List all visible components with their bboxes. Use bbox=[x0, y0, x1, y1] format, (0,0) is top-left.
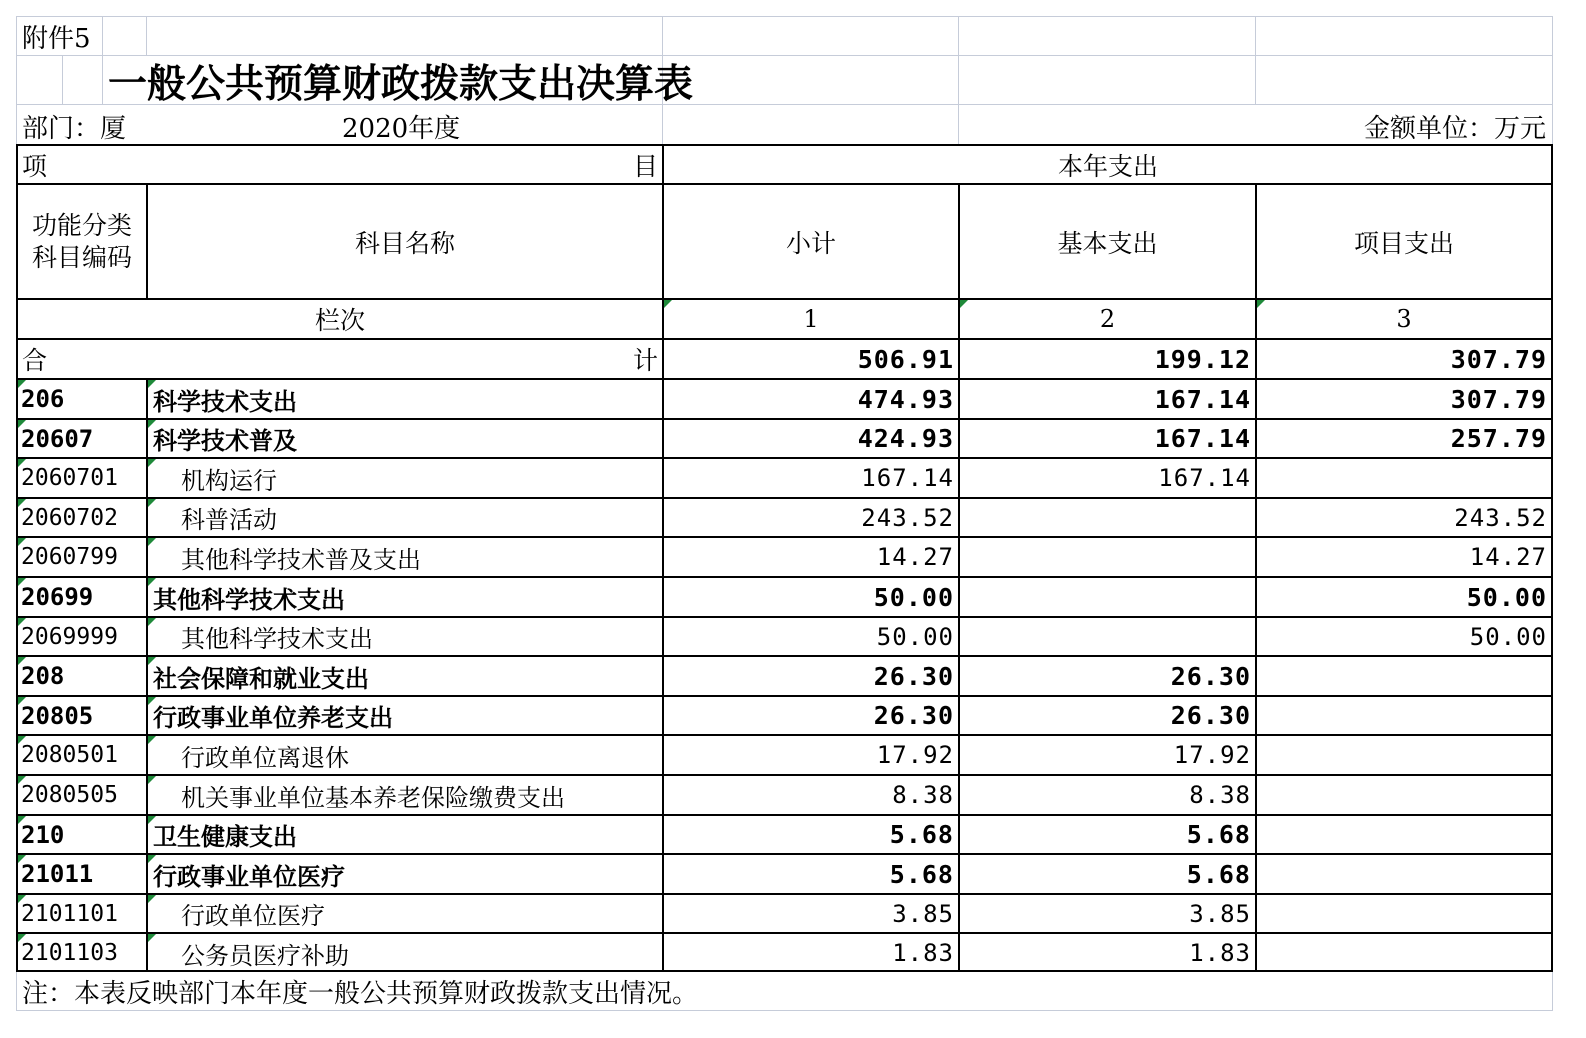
cell-marker bbox=[1257, 300, 1265, 308]
budget-table-sheet bbox=[16, 16, 1576, 1026]
row-basic: 5.68 bbox=[1186, 820, 1251, 849]
row-project bbox=[1257, 816, 1547, 853]
cell-marker bbox=[18, 776, 26, 784]
row-project bbox=[1257, 895, 1547, 932]
cell-marker bbox=[960, 300, 968, 308]
row-project: 50.00 bbox=[1469, 622, 1547, 651]
row-subtotal: 3.85 bbox=[892, 899, 954, 928]
cell-marker bbox=[18, 380, 26, 388]
row-subtotal: 1.83 bbox=[892, 939, 954, 967]
row-subtotal: 474.93 bbox=[857, 384, 954, 414]
row-code: 20805 bbox=[21, 701, 94, 730]
header-name-column: 科目名称 bbox=[354, 228, 455, 258]
header-subtotal: 小计 bbox=[785, 228, 836, 258]
header-basic: 基本支出 bbox=[1057, 228, 1158, 258]
cell-marker bbox=[664, 300, 672, 308]
row-basic: 1.83 bbox=[1189, 939, 1251, 967]
row-basic: 167.14 bbox=[1158, 464, 1251, 492]
row-name: 机构运行 bbox=[181, 466, 277, 495]
row-code: 21011 bbox=[21, 860, 94, 888]
gridline bbox=[16, 16, 1553, 17]
gridline bbox=[16, 971, 17, 1011]
gridline bbox=[102, 16, 103, 55]
row-code: 2060702 bbox=[21, 504, 118, 531]
row-basic: 8.38 bbox=[1189, 781, 1251, 809]
header-item-right: 目 bbox=[632, 151, 658, 181]
row-code: 2080505 bbox=[21, 782, 118, 808]
row-subtotal: 26.30 bbox=[873, 661, 954, 691]
table-note: 注：本表反映部门本年度一般公共预算财政拨款支出情况。 bbox=[22, 979, 699, 1009]
row-subtotal: 243.52 bbox=[861, 503, 954, 532]
row-code: 206 bbox=[21, 385, 65, 413]
unit-label: 金额单位：万元 bbox=[1363, 113, 1546, 144]
total-project: 307.79 bbox=[1450, 344, 1547, 374]
row-subtotal: 5.68 bbox=[889, 820, 954, 849]
row-project: 257.79 bbox=[1450, 424, 1547, 453]
cell-marker bbox=[148, 895, 156, 903]
cell-marker bbox=[18, 697, 26, 705]
row-name: 社会保障和就业支出 bbox=[153, 663, 369, 693]
gridline bbox=[1552, 971, 1553, 1011]
row-name: 科学技术支出 bbox=[153, 386, 297, 416]
row-name: 行政单位离退休 bbox=[181, 743, 349, 772]
row-basic: 17.92 bbox=[1173, 741, 1251, 769]
row-subtotal: 50.00 bbox=[876, 622, 954, 651]
cell-marker bbox=[148, 776, 156, 784]
cell-marker bbox=[148, 736, 156, 744]
row-subtotal: 167.14 bbox=[861, 464, 954, 492]
cell-marker bbox=[18, 736, 26, 744]
cell-marker bbox=[18, 618, 26, 626]
row-subtotal: 14.27 bbox=[876, 543, 954, 571]
cell-marker bbox=[148, 657, 156, 665]
cell-marker bbox=[148, 538, 156, 546]
row-code: 2101101 bbox=[21, 900, 118, 927]
row-subtotal: 17.92 bbox=[876, 741, 954, 769]
row-name: 其他科学技术支出 bbox=[181, 625, 373, 653]
row-name: 其他科学技术支出 bbox=[153, 584, 345, 614]
row-project: 14.27 bbox=[1469, 543, 1547, 571]
cell-marker bbox=[148, 578, 156, 586]
attachment-label: 附件5 bbox=[22, 24, 91, 54]
cell-marker bbox=[148, 420, 156, 428]
row-subtotal: 8.38 bbox=[892, 781, 954, 809]
cell-marker bbox=[18, 420, 26, 428]
row-name: 行政单位医疗 bbox=[181, 902, 325, 930]
row-basic: 26.30 bbox=[1170, 661, 1251, 691]
cell-marker bbox=[148, 816, 156, 824]
row-basic: 3.85 bbox=[1189, 899, 1251, 928]
cell-marker bbox=[148, 499, 156, 507]
row-code: 2060799 bbox=[21, 544, 118, 570]
row-project bbox=[1257, 459, 1547, 497]
total-basic: 199.12 bbox=[1154, 344, 1251, 374]
row-subtotal: 5.68 bbox=[889, 859, 954, 889]
cell-marker bbox=[18, 934, 26, 942]
row-basic: 167.14 bbox=[1154, 384, 1251, 414]
cell-marker bbox=[18, 578, 26, 586]
gridline bbox=[16, 55, 1553, 56]
row-code: 2069999 bbox=[21, 623, 118, 650]
gridline bbox=[1255, 16, 1256, 104]
row-basic bbox=[960, 618, 1251, 655]
table-border bbox=[146, 378, 148, 972]
row-basic bbox=[960, 538, 1251, 576]
row-name: 卫生健康支出 bbox=[153, 822, 297, 851]
row-subtotal: 26.30 bbox=[873, 701, 954, 730]
header-current-year: 本年支出 bbox=[1057, 151, 1158, 181]
table-border bbox=[1551, 144, 1553, 972]
row-subtotal: 424.93 bbox=[857, 424, 954, 453]
row-code: 2101103 bbox=[21, 940, 118, 966]
cell-marker bbox=[18, 855, 26, 863]
cell-marker bbox=[18, 538, 26, 546]
gridline bbox=[958, 16, 959, 145]
row-project bbox=[1257, 855, 1547, 893]
row-basic: 26.30 bbox=[1170, 701, 1251, 730]
row-name: 其他科学技术普及支出 bbox=[181, 545, 421, 574]
row-basic bbox=[960, 578, 1251, 616]
cell-marker bbox=[18, 657, 26, 665]
cell-marker bbox=[148, 380, 156, 388]
total-label-left: 合 bbox=[22, 346, 48, 375]
row-name: 机关事业单位基本养老保险缴费支出 bbox=[181, 783, 565, 812]
row-name: 行政事业单位医疗 bbox=[153, 861, 345, 891]
row-project bbox=[1257, 776, 1547, 814]
total-label-right: 计 bbox=[632, 346, 658, 375]
cell-marker bbox=[18, 895, 26, 903]
row-subtotal: 50.00 bbox=[873, 582, 954, 612]
header-item-left: 项 bbox=[22, 151, 48, 181]
cell-marker bbox=[18, 816, 26, 824]
year-label: 2020年度 bbox=[342, 113, 461, 144]
gridline bbox=[146, 16, 147, 55]
gridline bbox=[62, 55, 63, 104]
row-basic bbox=[960, 499, 1251, 536]
row-code: 2060701 bbox=[21, 465, 118, 491]
cell-marker bbox=[148, 934, 156, 942]
row-code: 208 bbox=[21, 662, 65, 690]
column-index-1: 1 bbox=[803, 305, 819, 333]
row-code: 2080501 bbox=[21, 742, 118, 768]
cell-marker bbox=[18, 459, 26, 467]
department-label: 部门：厦 bbox=[22, 113, 127, 144]
header-project: 项目支出 bbox=[1353, 228, 1454, 258]
cell-marker bbox=[148, 459, 156, 467]
column-index-3: 3 bbox=[1396, 305, 1412, 333]
gridline bbox=[102, 55, 103, 104]
row-basic: 167.14 bbox=[1154, 424, 1251, 453]
row-code: 20699 bbox=[21, 583, 94, 611]
row-project bbox=[1257, 697, 1547, 734]
row-name: 科普活动 bbox=[181, 506, 277, 534]
cell-marker bbox=[148, 855, 156, 863]
row-project: 243.52 bbox=[1454, 503, 1547, 532]
row-name: 行政事业单位养老支出 bbox=[153, 703, 393, 732]
total-subtotal: 506.91 bbox=[857, 344, 954, 374]
cell-marker bbox=[18, 499, 26, 507]
column-index-label: 栏次 bbox=[314, 306, 365, 335]
row-project: 307.79 bbox=[1450, 384, 1547, 414]
row-project bbox=[1257, 736, 1547, 774]
page-title: 一般公共预算财政拨款支出决算表 bbox=[108, 62, 694, 104]
row-basic: 5.68 bbox=[1186, 859, 1251, 889]
gridline bbox=[16, 1010, 1553, 1011]
row-project bbox=[1257, 934, 1547, 972]
header-code-column bbox=[18, 185, 146, 298]
row-name: 科学技术普及 bbox=[153, 426, 297, 455]
row-project: 50.00 bbox=[1466, 582, 1547, 612]
header-code-line2: 科目编码 bbox=[31, 242, 132, 272]
row-code: 210 bbox=[21, 820, 65, 849]
row-name: 公务员医疗补助 bbox=[181, 941, 349, 970]
gridline bbox=[1552, 16, 1553, 145]
cell-marker bbox=[148, 697, 156, 705]
column-index-2: 2 bbox=[1099, 305, 1116, 333]
row-project bbox=[1257, 657, 1547, 695]
gridline bbox=[16, 104, 1553, 105]
gridline bbox=[16, 16, 17, 145]
cell-marker bbox=[148, 618, 156, 626]
header-code-line1: 功能分类 bbox=[31, 210, 132, 240]
row-code: 20607 bbox=[21, 424, 94, 453]
